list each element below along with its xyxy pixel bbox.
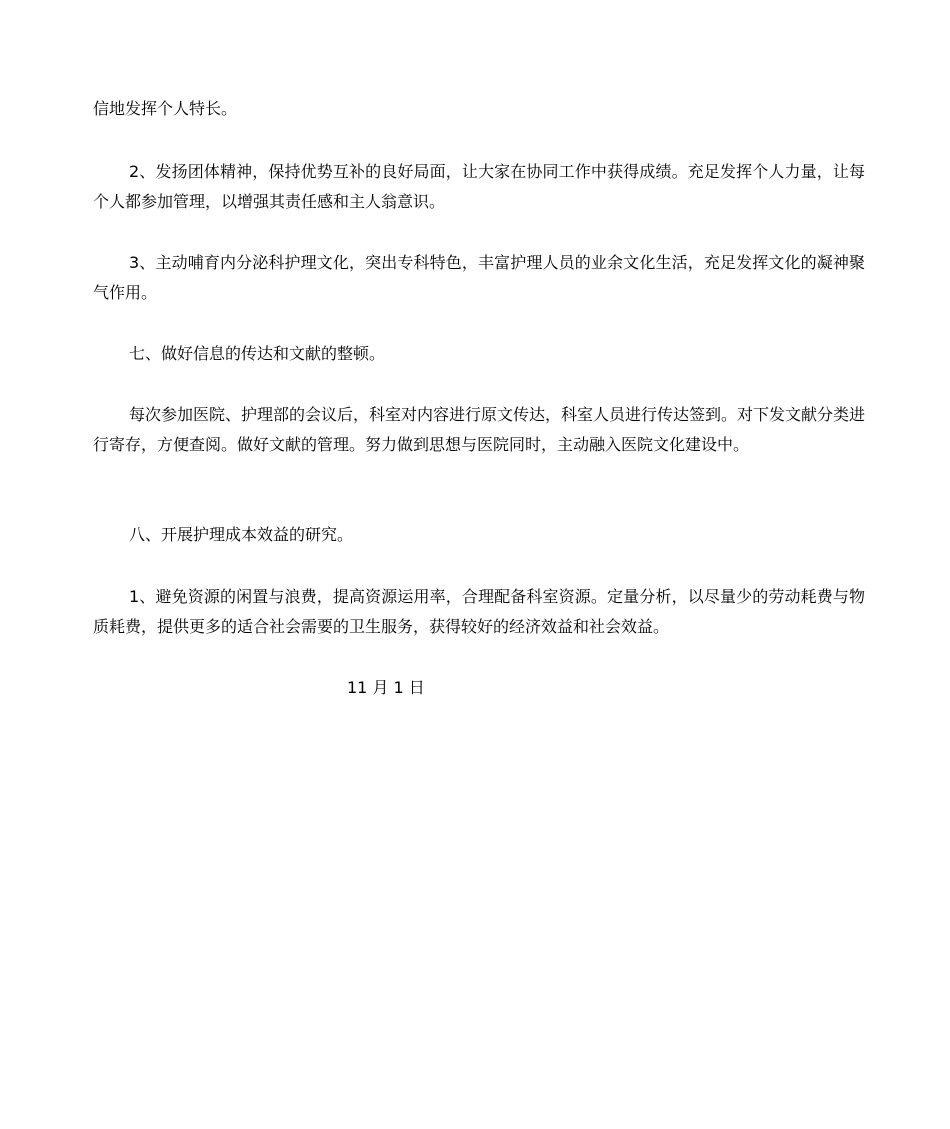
section-heading-information: 七、做好信息的传达和文献的整顿。: [129, 344, 386, 363]
paragraph-continuation: 信地发挥个人特长。: [93, 99, 238, 118]
paragraph-meeting-documents: 每次参加医院、护理部的会议后，科室对内容进行原文传达，科室人员进行传达签到。对下发文献分类进行寄存，方便查阅。做好文献的管理。努力做到思想与医院同时，主动融入医院文化建设中。: [93, 405, 866, 454]
paragraph-nursing-culture: 3、主动哺育内分泌科护理文化，突出专科特色，丰富护理人员的业余文化生活，充足发挥文化的凝神聚气作用。: [93, 253, 865, 302]
section-heading-cost-benefit: 八、开展护理成本效益的研究。: [129, 525, 354, 544]
paragraph-team-spirit: 2、发扬团体精神，保持优势互补的良好局面，让大家在协同工作中获得成绩。充足发挥个人力量，让每个人都参加管理，以增强其责任感和主人翁意识。: [93, 162, 865, 211]
document-date: 11 月 1 日: [347, 678, 425, 697]
paragraph-resource-use: 1、避免资源的闲置与浪费，提高资源运用率，合理配备科室资源。定量分析，以尽量少的劳动耗费与物质耗费，提供更多的适合社会需要的卫生服务，获得较好的经济效益和社会效益。: [93, 587, 865, 636]
